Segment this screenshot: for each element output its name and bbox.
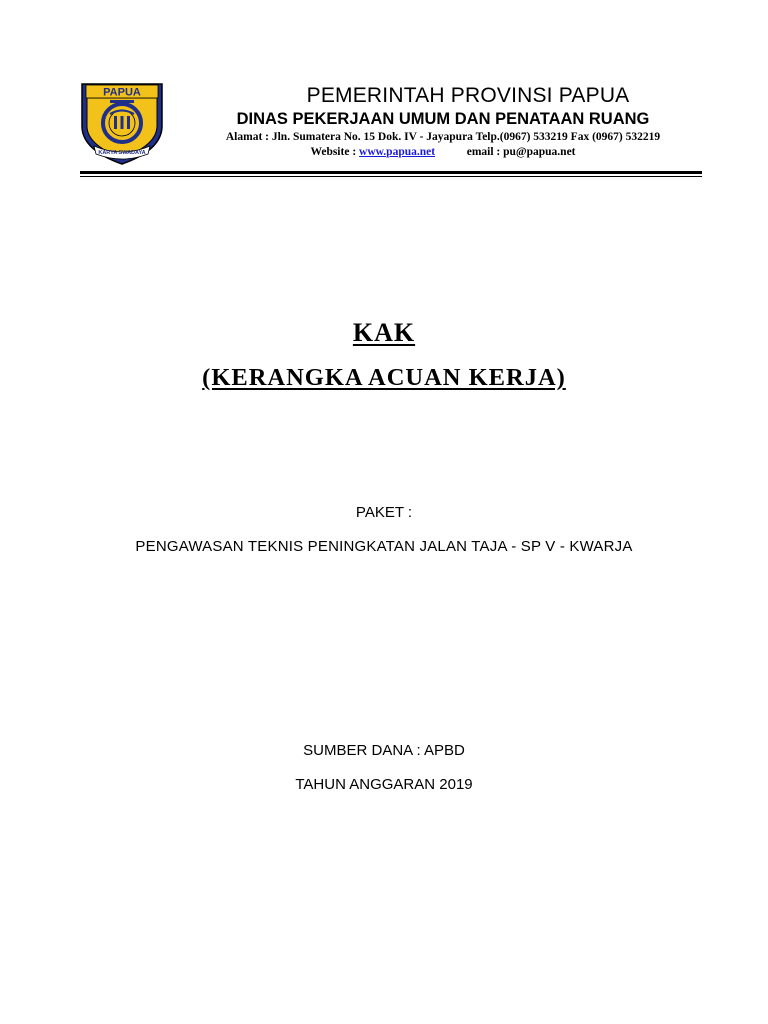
website-link[interactable]: www.papua.net bbox=[359, 146, 436, 158]
fiscal-year: TAHUN ANGGARAN 2019 bbox=[295, 776, 473, 793]
government-title: PEMERINTAH PROVINSI PAPUA bbox=[306, 84, 630, 107]
email-text: email : pu@papua.net bbox=[466, 146, 576, 158]
paket-name: PENGAWASAN TEKNIS PENINGKATAN JALAN TAJA - SP V - KWARJA bbox=[135, 538, 633, 555]
logo-lettering: PAPUA bbox=[103, 86, 141, 99]
papua-emblem-logo bbox=[76, 80, 168, 168]
department-name: DINAS PEKERJAAN UMUM DAN PENATAAN RUANG bbox=[236, 110, 650, 128]
contact-line bbox=[186, 146, 700, 158]
letterhead-divider-thick bbox=[80, 171, 702, 174]
document-title-full: (KERANGKA ACUAN KERJA) bbox=[202, 364, 566, 391]
funding-source: SUMBER DANA : APBD bbox=[303, 742, 465, 759]
paket-label: PAKET : bbox=[355, 504, 413, 521]
letterhead-divider-thin bbox=[80, 176, 702, 177]
office-address: Alamat : Jln. Sumatera No. 15 Dok. IV - Jayapura Telp.(0967) 533219 Fax (0967) 532219 bbox=[225, 131, 661, 143]
website-label: Website : bbox=[310, 146, 360, 158]
logo-motto: KARYA SWADAYA bbox=[98, 150, 146, 156]
document-title: KAK bbox=[352, 318, 416, 347]
